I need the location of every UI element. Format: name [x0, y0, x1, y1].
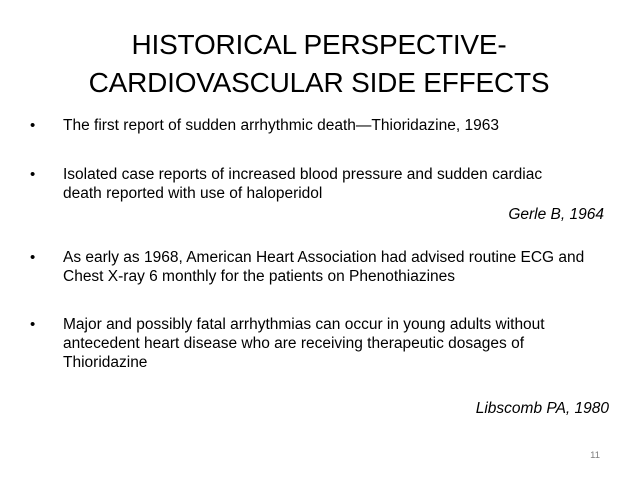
- bullet-text: As early as 1968, American Heart Association had advised routine ECG and Chest X-ray 6 monthly for the patients on Phenothiazines: [63, 249, 585, 285]
- title-line-1: HISTORICAL PERSPECTIVE-: [131, 29, 507, 60]
- bullet-marker: •: [30, 249, 36, 266]
- slide-title: [0, 26, 638, 102]
- bullet-marker: •: [30, 117, 36, 134]
- citation: Gerle B, 1964: [508, 206, 604, 223]
- bullet-marker: •: [30, 166, 36, 183]
- bullet-text: Isolated case reports of increased blood pressure and sudden cardiac death reported with use of haloperidol: [63, 166, 543, 202]
- bullet-text: The first report of sudden arrhythmic death—Thioridazine, 1963: [63, 117, 499, 134]
- title-line-2: CARDIOVASCULAR SIDE EFFECTS: [88, 67, 550, 98]
- citation: Libscomb PA, 1980: [475, 400, 609, 417]
- bullet-text: Major and possibly fatal arrhythmias can occur in young adults without antecedent heart disease who are receiving therapeutic dosages of Thioridazine: [63, 316, 545, 371]
- bullet-marker: •: [30, 316, 36, 333]
- slide-number: 11: [590, 450, 600, 461]
